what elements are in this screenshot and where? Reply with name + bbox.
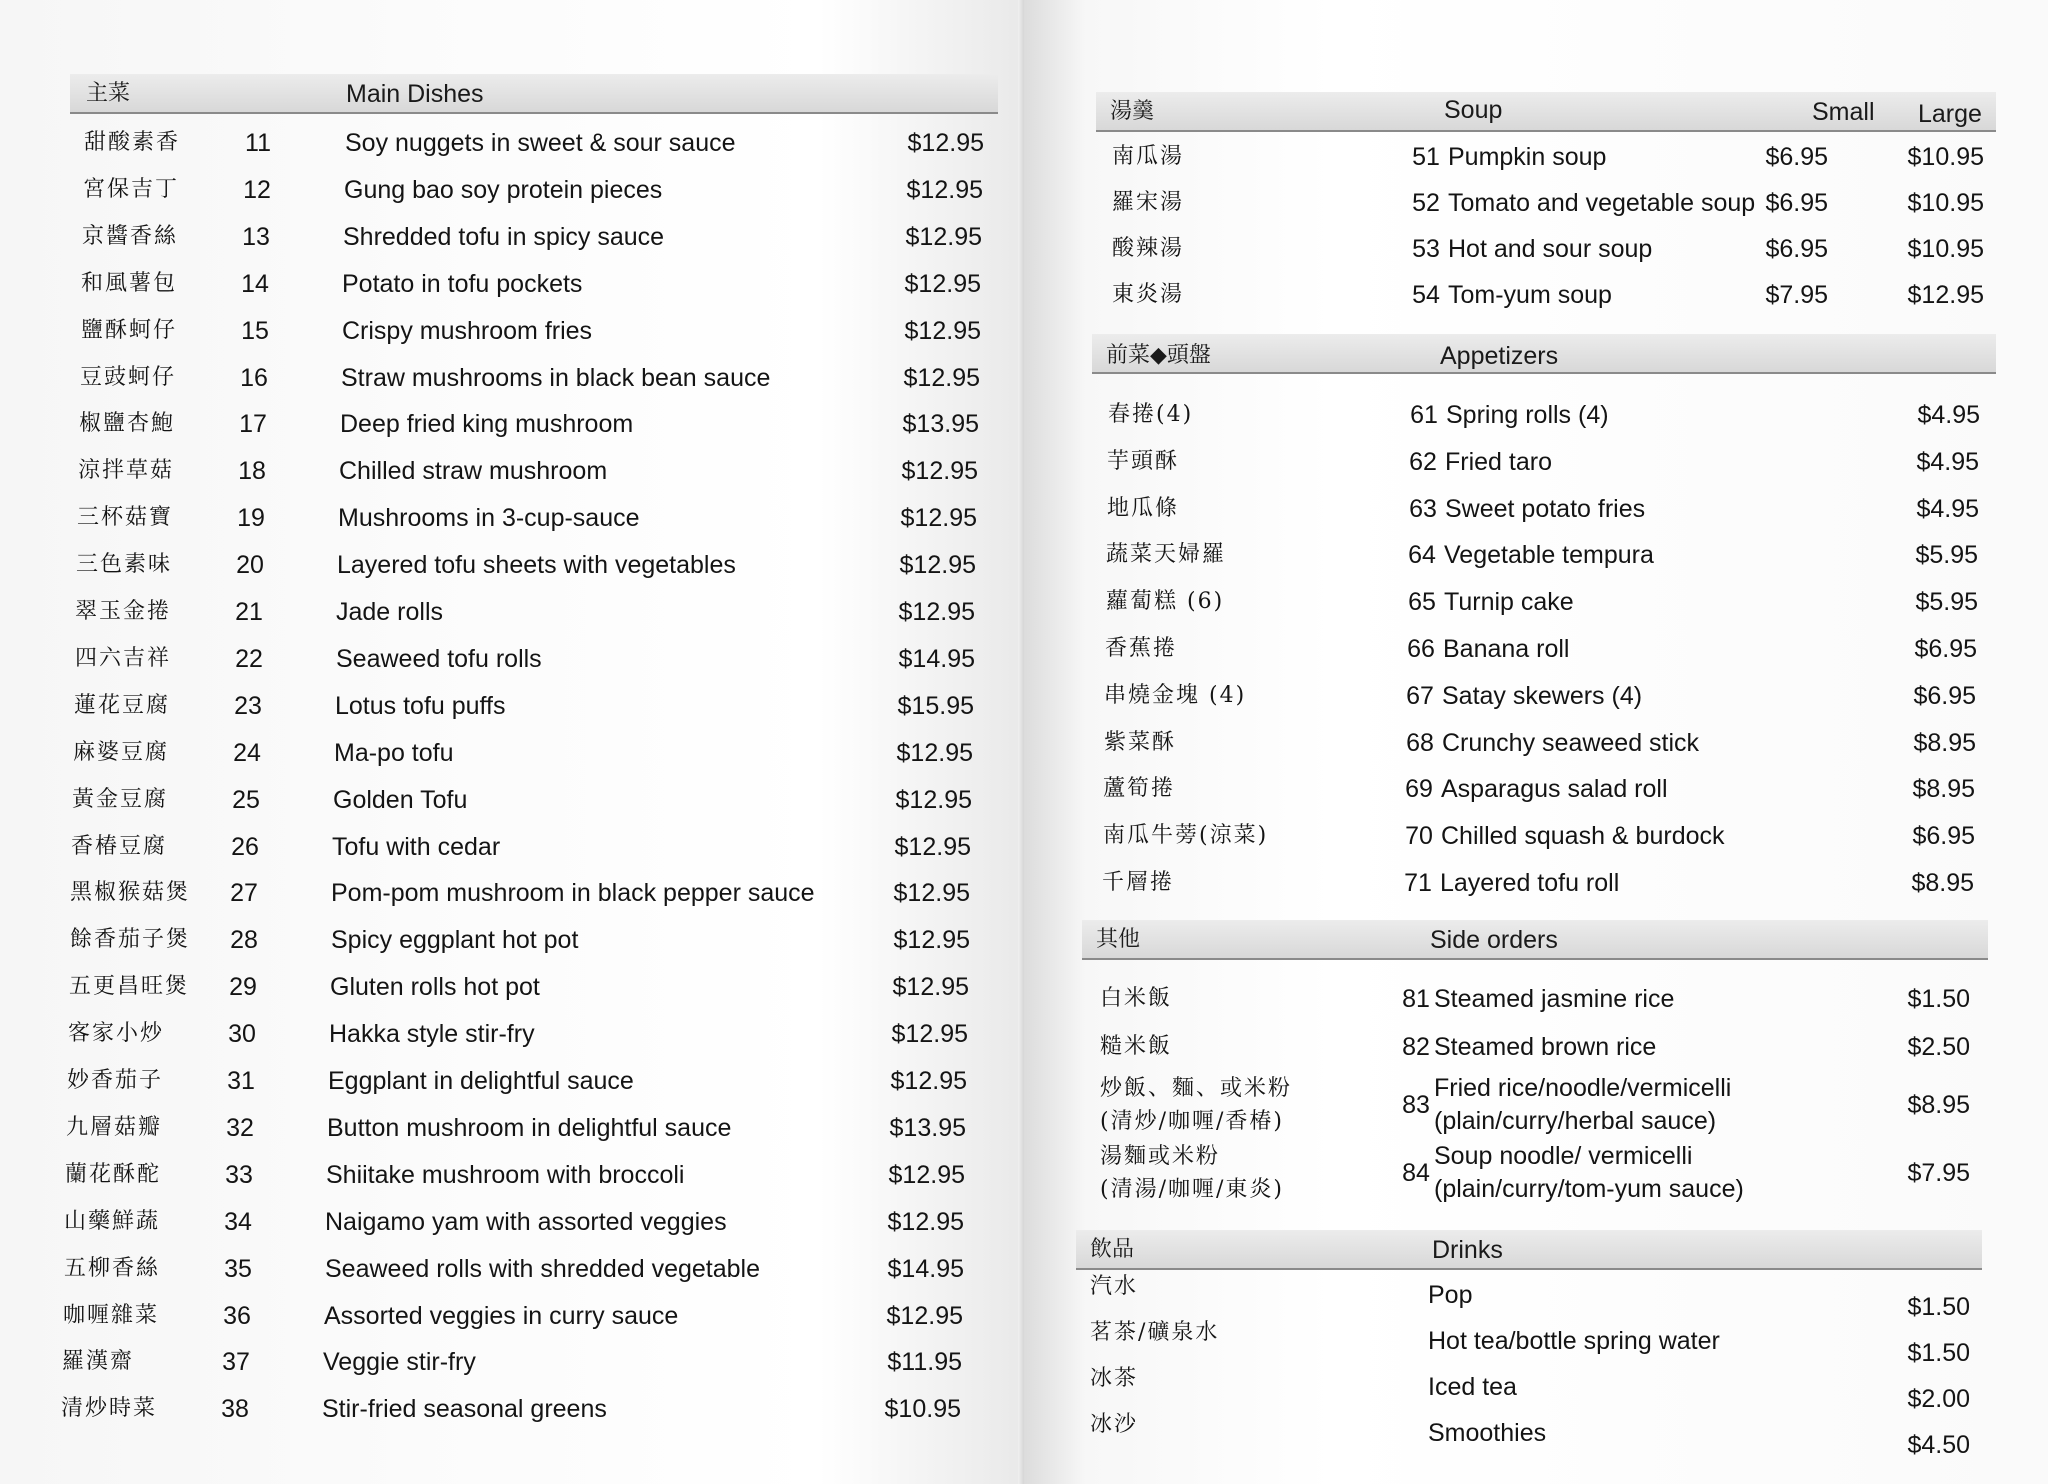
- appetizer-item: [1024, 486, 2024, 532]
- dish-english-name: Ma-po tofu: [334, 738, 454, 767]
- appetizer-price: $5.95: [1915, 541, 1978, 570]
- appetizer-english-name: Crunchy seaweed stick: [1442, 728, 1700, 757]
- menu-item: [0, 542, 1010, 588]
- side-order-chinese-name: 糙米飯: [1100, 1034, 1173, 1059]
- dish-english-name: Pom-pom mushroom in black pepper sauce: [331, 879, 815, 908]
- dish-english-name: Mushrooms in 3-cup-sauce: [338, 504, 640, 533]
- dish-price: $10.95: [884, 1395, 961, 1424]
- appetizer-chinese-name: 蔬菜天婦羅: [1106, 542, 1227, 568]
- appetizers-header: [1092, 334, 1996, 374]
- side-order-price: $7.95: [1907, 1159, 1970, 1187]
- appetizer-item: [1024, 392, 2024, 438]
- dish-price: $12.95: [887, 1207, 964, 1236]
- side-order-number: 83: [1402, 1091, 1430, 1119]
- dish-number: 20: [236, 551, 264, 580]
- drink-chinese-name: 茗茶/礦泉水: [1090, 1320, 1220, 1345]
- dish-price: $12.95: [892, 973, 969, 1002]
- appetizer-number: 69: [1405, 775, 1433, 804]
- appetizer-english-name: Satay skewers (4): [1442, 681, 1643, 710]
- dish-price: $12.95: [886, 1301, 963, 1330]
- soup-large-price: $10.95: [1907, 143, 1984, 171]
- side-order-chinese-detail: (清炒/咖喱/香椿): [1100, 1109, 1284, 1134]
- soup-header-zh: 湯羹: [1110, 99, 1155, 124]
- right-menu-page: [1024, 0, 2048, 1484]
- dish-chinese-name: 九層菇瓣: [66, 1114, 163, 1140]
- dish-english-name: Gluten rolls hot pot: [330, 973, 540, 1002]
- dish-number: 16: [240, 363, 268, 392]
- dish-chinese-name: 京醬香絲: [82, 223, 179, 249]
- dish-english-name: Crispy mushroom fries: [342, 316, 593, 345]
- dish-number: 17: [239, 410, 267, 439]
- menu-item: [0, 401, 1010, 447]
- menu-item: [0, 261, 1010, 307]
- appetizer-number: 62: [1409, 447, 1437, 476]
- dish-number: 38: [221, 1395, 249, 1424]
- side-order-english-name: Steamed jasmine rice: [1434, 985, 1675, 1013]
- menu-item: [0, 870, 1010, 916]
- menu-item: [0, 167, 1010, 213]
- soup-item: [1024, 180, 2024, 226]
- dish-english-name: Layered tofu sheets with vegetables: [337, 551, 736, 580]
- soup-chinese-name: 東炎湯: [1112, 282, 1185, 307]
- drink-item: [1024, 1410, 2024, 1459]
- dish-price: $12.95: [888, 1160, 965, 1189]
- menu-item: [0, 824, 1010, 870]
- dish-number: 19: [237, 504, 265, 533]
- appetizer-item: [1024, 720, 2024, 766]
- dish-price: $12.95: [903, 363, 980, 392]
- appetizer-item: [1024, 439, 2024, 485]
- side-order-english-detail: (plain/curry/herbal sauce): [1434, 1107, 1717, 1135]
- menu-item: [0, 1246, 1010, 1292]
- side-order-number: 81: [1402, 985, 1430, 1013]
- menu-item: [0, 495, 1010, 541]
- appetizer-chinese-name: 蘿蔔糕 (6): [1106, 589, 1225, 615]
- appetizer-item: [1024, 813, 2024, 859]
- main-dishes-header: [70, 74, 998, 114]
- dish-chinese-name: 黃金豆腐: [72, 786, 169, 812]
- drink-english-name: Hot tea/bottle spring water: [1428, 1327, 1720, 1355]
- dish-english-name: Seaweed rolls with shredded vegetable: [325, 1254, 760, 1283]
- soup-item: [1024, 134, 2024, 180]
- side-order-chinese-name: 湯麵或米粉: [1100, 1144, 1221, 1169]
- dish-english-name: Tofu with cedar: [332, 832, 501, 861]
- menu-item: [0, 308, 1010, 354]
- dish-chinese-name: 羅漢齋: [62, 1349, 135, 1375]
- drinks-header-en: Drinks: [1432, 1236, 1503, 1264]
- side-order-english-detail: (plain/curry/tom-yum sauce): [1434, 1175, 1744, 1203]
- dish-price: $12.95: [904, 316, 981, 345]
- dish-english-name: Chilled straw mushroom: [339, 457, 608, 486]
- dish-english-name: Jade rolls: [336, 598, 443, 626]
- appetizer-item: [1024, 579, 2024, 625]
- appetizer-chinese-name: 紫菜酥: [1104, 729, 1177, 755]
- soup-header-small: Small: [1812, 98, 1875, 126]
- dish-price: $11.95: [887, 1348, 962, 1377]
- appetizer-english-name: Banana roll: [1443, 635, 1570, 663]
- appetizer-number: 68: [1406, 728, 1434, 757]
- appetizer-item: [1024, 673, 2024, 719]
- drink-item: [1024, 1364, 2024, 1413]
- appetizer-number: 65: [1408, 588, 1436, 617]
- soup-header: [1096, 92, 1996, 132]
- menu-item: [0, 683, 1010, 729]
- dish-price: $12.95: [907, 129, 984, 157]
- soup-english-name: Pumpkin soup: [1448, 143, 1607, 171]
- menu-item: [0, 1339, 1010, 1385]
- dish-chinese-name: 山藥鮮蔬: [64, 1208, 161, 1234]
- dish-english-name: Shredded tofu in spicy sauce: [343, 222, 665, 251]
- appetizer-chinese-name: 串燒金塊 (4): [1104, 682, 1247, 708]
- dish-chinese-name: 翠玉金捲: [75, 599, 172, 624]
- side-order-number: 82: [1402, 1033, 1430, 1061]
- drink-english-name: Iced tea: [1428, 1373, 1517, 1401]
- appetizer-number: 61: [1410, 401, 1438, 429]
- appetizers-header-en: Appetizers: [1440, 342, 1559, 370]
- dish-chinese-name: 客家小炒: [68, 1021, 165, 1047]
- appetizer-english-name: Asparagus salad roll: [1441, 775, 1668, 804]
- appetizer-english-name: Vegetable tempura: [1444, 541, 1654, 570]
- appetizer-chinese-name: 蘆筍捲: [1103, 776, 1176, 802]
- menu-item: [0, 964, 1010, 1010]
- dish-chinese-name: 宮保吉丁: [83, 176, 180, 202]
- appetizer-price: $8.95: [1913, 728, 1976, 757]
- menu-item: [0, 917, 1010, 963]
- dish-chinese-name: 三杯菇寶: [77, 505, 174, 531]
- drink-english-name: Smoothies: [1428, 1419, 1547, 1447]
- appetizer-item: [1024, 860, 2024, 906]
- dish-chinese-name: 椒鹽杏鮑: [79, 411, 176, 437]
- dish-chinese-name: 咖喱雜菜: [63, 1302, 160, 1328]
- dish-price: $12.95: [899, 551, 976, 580]
- appetizer-english-name: Layered tofu roll: [1440, 869, 1620, 897]
- drink-price: $1.50: [1907, 1339, 1970, 1367]
- soup-english-name: Hot and sour soup: [1448, 235, 1653, 263]
- drinks-header: [1076, 1230, 1982, 1270]
- dish-price: $12.95: [905, 222, 982, 251]
- soup-header-large: Large: [1918, 100, 1982, 128]
- dish-english-name: Gung bao soy protein pieces: [344, 175, 663, 204]
- dish-chinese-name: 麻婆豆腐: [73, 739, 170, 765]
- dish-number: 15: [241, 316, 269, 345]
- drink-price: $2.00: [1907, 1385, 1970, 1413]
- dish-price: $12.95: [891, 1020, 968, 1049]
- dish-price: $12.95: [906, 175, 983, 204]
- dish-number: 33: [225, 1160, 253, 1189]
- dish-english-name: Eggplant in delightful sauce: [328, 1067, 634, 1095]
- appetizer-chinese-name: 芋頭酥: [1107, 448, 1180, 474]
- menu-item: [0, 1386, 1010, 1432]
- side-order-english-name: Steamed brown rice: [1434, 1033, 1657, 1061]
- soup-item: [1024, 272, 2024, 318]
- drink-chinese-name: 汽水: [1090, 1274, 1139, 1299]
- appetizer-price: $6.95: [1912, 822, 1975, 851]
- dish-english-name: Assorted veggies in curry sauce: [324, 1301, 679, 1330]
- appetizer-number: 70: [1405, 822, 1433, 851]
- dish-number: 14: [241, 269, 269, 298]
- dish-chinese-name: 餘香茄子煲: [70, 927, 191, 953]
- dish-price: $15.95: [897, 691, 974, 720]
- appetizer-item: [1024, 532, 2024, 578]
- dish-number: 31: [227, 1067, 255, 1095]
- dish-price: $12.95: [894, 832, 971, 861]
- soup-small-price: $6.95: [1765, 189, 1828, 217]
- appetizer-number: 63: [1409, 494, 1437, 523]
- menu-item: [0, 589, 1010, 635]
- soup-chinese-name: 羅宋湯: [1112, 190, 1185, 215]
- dish-price: $12.95: [895, 785, 972, 814]
- dish-chinese-name: 香椿豆腐: [71, 833, 168, 859]
- drink-price: $4.50: [1907, 1431, 1970, 1459]
- drinks-header-zh: 飲品: [1090, 1237, 1135, 1262]
- dish-chinese-name: 五更昌旺煲: [69, 974, 190, 1000]
- dish-number: 26: [231, 832, 259, 861]
- dish-number: 27: [230, 879, 258, 908]
- appetizer-chinese-name: 南瓜牛蒡(涼菜): [1103, 823, 1269, 849]
- soup-number: 52: [1412, 189, 1440, 217]
- dish-english-name: Potato in tofu pockets: [342, 269, 583, 298]
- appetizer-english-name: Fried taro: [1445, 447, 1552, 476]
- side-orders-header-zh: 其他: [1096, 927, 1141, 952]
- appetizer-item: [1024, 626, 2024, 672]
- dish-price: $12.95: [890, 1067, 967, 1095]
- side-orders-header: [1082, 920, 1988, 960]
- menu-item: [0, 120, 1010, 166]
- dish-number: 34: [224, 1207, 252, 1236]
- side-order-item: [1024, 976, 2024, 1022]
- side-order-number: 84: [1402, 1159, 1430, 1187]
- dish-number: 29: [229, 973, 257, 1002]
- dish-chinese-name: 三色素味: [76, 552, 173, 578]
- dish-english-name: Naigamo yam with assorted veggies: [325, 1207, 727, 1236]
- dish-price: $12.95: [900, 504, 977, 533]
- dish-english-name: Veggie stir-fry: [323, 1348, 476, 1377]
- appetizer-price: $8.95: [1912, 775, 1975, 804]
- menu-item: [0, 1011, 1010, 1057]
- dish-number: 21: [235, 598, 263, 626]
- appetizer-english-name: Turnip cake: [1444, 588, 1574, 617]
- soup-small-price: $6.95: [1765, 235, 1828, 263]
- side-order-item: [1024, 1024, 2024, 1070]
- appetizer-price: $6.95: [1914, 635, 1977, 663]
- dish-price: $12.95: [901, 457, 978, 486]
- side-order-english-name: Soup noodle/ vermicelli: [1434, 1142, 1693, 1170]
- menu-item: [0, 1058, 1010, 1104]
- side-order-item: [1024, 1140, 2024, 1206]
- dish-price: $13.95: [902, 410, 979, 439]
- dish-english-name: Button mushroom in delightful sauce: [327, 1113, 732, 1142]
- dish-price: $12.95: [896, 738, 973, 767]
- appetizer-chinese-name: 香蕉捲: [1105, 636, 1178, 661]
- dish-number: 24: [233, 738, 261, 767]
- dish-chinese-name: 清炒時菜: [61, 1396, 158, 1422]
- appetizer-english-name: Spring rolls (4): [1446, 401, 1609, 429]
- soup-small-price: $6.95: [1765, 143, 1828, 171]
- drink-price: $1.50: [1907, 1293, 1970, 1321]
- soup-english-name: Tom-yum soup: [1448, 281, 1612, 309]
- menu-item: [0, 1199, 1010, 1245]
- dish-chinese-name: 鹽酥蚵仔: [81, 317, 178, 343]
- soup-chinese-name: 酸辣湯: [1112, 236, 1185, 261]
- dish-number: 22: [235, 644, 263, 673]
- dish-english-name: Seaweed tofu rolls: [336, 644, 542, 673]
- soup-chinese-name: 南瓜湯: [1112, 144, 1185, 169]
- menu-item: [0, 777, 1010, 823]
- dish-number: 23: [234, 691, 262, 720]
- side-order-price: $2.50: [1907, 1033, 1970, 1061]
- dish-english-name: Hakka style stir-fry: [329, 1020, 535, 1049]
- dish-english-name: Straw mushrooms in black bean sauce: [341, 363, 771, 392]
- dish-chinese-name: 和風薯包: [81, 270, 178, 296]
- menu-item: [0, 214, 1010, 260]
- menu-item: [0, 355, 1010, 401]
- dish-chinese-name: 涼拌草菇: [78, 458, 175, 484]
- dish-price: $12.95: [904, 269, 981, 298]
- appetizer-number: 67: [1406, 681, 1434, 710]
- dish-chinese-name: 黑椒猴菇煲: [70, 880, 191, 906]
- appetizer-english-name: Chilled squash & burdock: [1441, 822, 1725, 851]
- soup-large-price: $12.95: [1907, 281, 1984, 309]
- dish-number: 30: [228, 1020, 256, 1049]
- main-dishes-header-en: Main Dishes: [346, 80, 484, 108]
- menu-item: [0, 448, 1010, 494]
- appetizer-number: 64: [1408, 541, 1436, 570]
- appetizer-price: $5.95: [1915, 588, 1978, 617]
- dish-number: 28: [230, 926, 258, 955]
- appetizers-header-zh: 前菜◆頭盤: [1106, 343, 1211, 368]
- soup-number: 51: [1412, 143, 1440, 171]
- dish-chinese-name: 妙香茄子: [67, 1068, 164, 1093]
- menu-item: [0, 1293, 1010, 1339]
- appetizer-price: $4.95: [1917, 401, 1980, 429]
- dish-number: 12: [243, 175, 271, 204]
- appetizer-price: $4.95: [1916, 447, 1979, 476]
- appetizer-price: $8.95: [1911, 869, 1974, 897]
- soup-item: [1024, 226, 2024, 272]
- dish-english-name: Lotus tofu puffs: [335, 691, 506, 720]
- soup-large-price: $10.95: [1907, 235, 1984, 263]
- side-order-chinese-name: 白米飯: [1100, 986, 1173, 1011]
- dish-chinese-name: 五柳香絲: [64, 1255, 161, 1281]
- dish-number: 13: [242, 222, 270, 251]
- dish-number: 11: [245, 129, 271, 157]
- dish-chinese-name: 甜酸素香: [84, 130, 181, 155]
- appetizer-price: $6.95: [1913, 681, 1976, 710]
- dish-english-name: Golden Tofu: [333, 785, 468, 814]
- main-dishes-header-zh: 主菜: [86, 81, 131, 106]
- dish-price: $12.95: [893, 879, 970, 908]
- dish-number: 35: [224, 1254, 252, 1283]
- side-order-chinese-name: 炒飯、麵、或米粉: [1100, 1076, 1293, 1101]
- dish-english-name: Shiitake mushroom with broccoli: [326, 1160, 685, 1189]
- drink-chinese-name: 冰沙: [1090, 1412, 1139, 1437]
- drink-chinese-name: 冰茶: [1090, 1366, 1139, 1391]
- dish-english-name: Soy nuggets in sweet & sour sauce: [345, 129, 736, 157]
- dish-number: 32: [226, 1113, 254, 1142]
- appetizer-chinese-name: 春捲(4): [1108, 402, 1194, 427]
- dish-number: 36: [223, 1301, 251, 1330]
- drink-english-name: Pop: [1428, 1281, 1473, 1309]
- menu-item: [0, 730, 1010, 776]
- appetizer-chinese-name: 千層捲: [1102, 870, 1175, 895]
- soup-small-price: $7.95: [1765, 281, 1828, 309]
- dish-price: $14.95: [887, 1254, 964, 1283]
- appetizer-english-name: Sweet potato fries: [1445, 494, 1646, 523]
- side-order-english-name: Fried rice/noodle/vermicelli: [1434, 1074, 1732, 1102]
- dish-price: $12.95: [898, 598, 975, 626]
- dish-chinese-name: 四六吉祥: [75, 645, 172, 671]
- soup-header-en: Soup: [1444, 96, 1503, 124]
- menu-item: [0, 1152, 1010, 1198]
- side-order-item: [1024, 1072, 2024, 1138]
- appetizer-number: 66: [1407, 635, 1435, 663]
- appetizer-item: [1024, 766, 2024, 812]
- dish-chinese-name: 蘭花酥酡: [65, 1161, 162, 1187]
- appetizer-number: 71: [1404, 869, 1432, 897]
- side-orders-header-en: Side orders: [1430, 926, 1558, 954]
- soup-english-name: Tomato and vegetable soup: [1448, 189, 1756, 217]
- soup-number: 54: [1412, 281, 1440, 309]
- dish-english-name: Stir-fried seasonal greens: [322, 1395, 607, 1424]
- side-order-chinese-detail: (清湯/咖喱/東炎): [1100, 1177, 1284, 1202]
- dish-price: $12.95: [893, 926, 970, 955]
- side-order-price: $8.95: [1907, 1091, 1970, 1119]
- soup-large-price: $10.95: [1907, 189, 1984, 217]
- menu-item: [0, 636, 1010, 682]
- dish-english-name: Deep fried king mushroom: [340, 410, 634, 439]
- dish-chinese-name: 蓮花豆腐: [74, 692, 171, 718]
- dish-number: 18: [238, 457, 266, 486]
- dish-price: $14.95: [898, 644, 975, 673]
- menu-item: [0, 1105, 1010, 1151]
- soup-number: 53: [1412, 235, 1440, 263]
- dish-chinese-name: 豆豉蚵仔: [80, 364, 177, 390]
- dish-price: $13.95: [889, 1113, 966, 1142]
- dish-number: 37: [222, 1348, 250, 1377]
- dish-number: 25: [232, 785, 260, 814]
- appetizer-chinese-name: 地瓜條: [1107, 495, 1180, 521]
- drink-item: [1024, 1318, 2024, 1367]
- side-order-price: $1.50: [1907, 985, 1970, 1013]
- dish-english-name: Spicy eggplant hot pot: [331, 926, 579, 955]
- appetizer-price: $4.95: [1916, 494, 1979, 523]
